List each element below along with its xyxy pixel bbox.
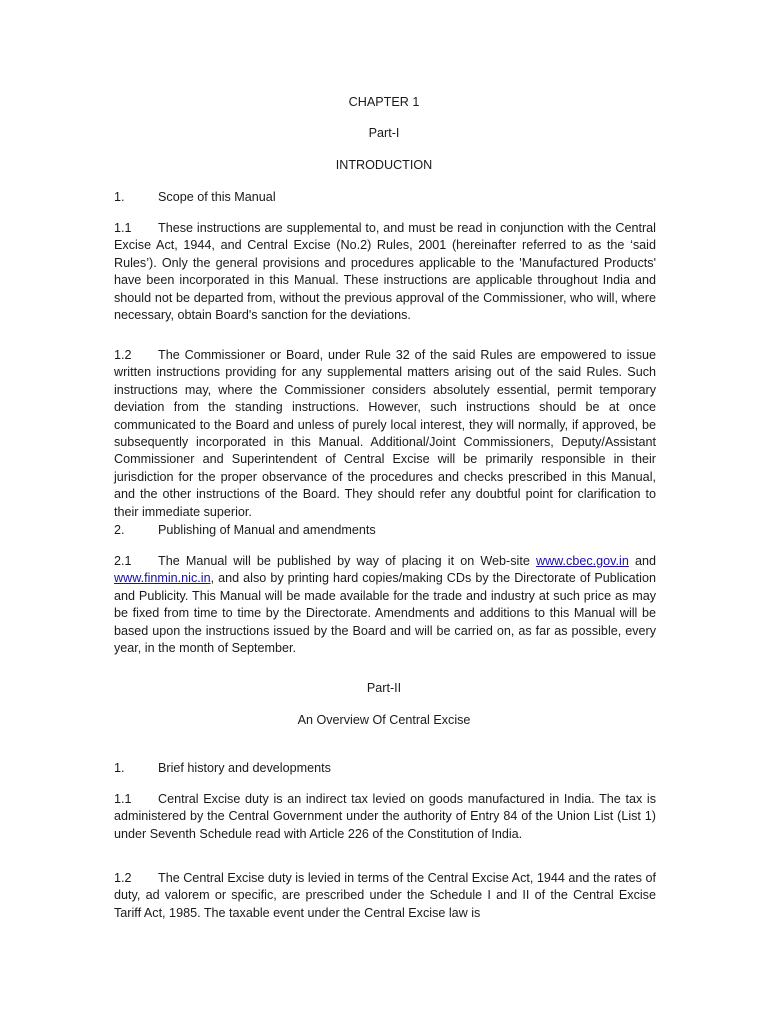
paragraph-text: The Commissioner or Board, under Rule 32 of the said Rules are empowered to issue written instructions providing for any supplemental matters arising out of the said Rules. Such instructions may, where the Commissioner considers absolutely essential, permit temporary deviation from the standing instructions. However, such instructions should be at once communicated to the Board and unless of purely local interest, they will normally, if approved, be subsequently incorporated in this Manual. Additional/Joint Commissioners, Deputy/Assistant Commissioner and Superintendent of Central Excise will be primarily responsible in their jurisdiction for the proper observance of the procedures and checks prescribed in this Manual, and the other instructions of the Board. They should refer any doubtful point for clarification to their immediate superior. <box>114 348 656 519</box>
paragraph-number: 1.2 <box>114 348 132 362</box>
paragraph-number: 1.2 <box>114 871 132 885</box>
paragraph-history-1-1 <box>114 791 656 843</box>
section-title: Publishing of Manual and amendments <box>158 523 376 537</box>
paragraph-text: These instructions are supplemental to, and must be read in conjunction with the Central Excise Act, 1944, and Central Excise (No.2) Rules, 2001 (hereinafter referred to as the ‘said Rules’). Only the general provisions and procedures applicable to the 'Manufactured Products' have been incorporated in this Manual. These instructions are applicable throughout India and should not be departed from, without the previous approval of the Commissioner, who will, where necessary, obtain Board's sanction for the deviations. <box>114 221 656 323</box>
paragraph-text: The Central Excise duty is levied in terms of the Central Excise Act, 1944 and the rates of duty, ad valorem or specific, are prescribed under the Schedule I and II of the Central Excise Tariff Act, 1985. The taxable event under the Central Excise law is <box>114 871 656 920</box>
part-two-title: Part-II <box>366 681 402 695</box>
chapter-title: CHAPTER 1 <box>348 95 420 109</box>
section-number: 1. <box>114 761 125 775</box>
paragraph-1-2 <box>114 347 656 521</box>
cbec-website-link[interactable]: www.cbec.gov.in <box>535 554 629 568</box>
finmin-website-link[interactable]: www.finmin.nic.in <box>114 571 211 586</box>
paragraph-text: Central Excise duty is an indirect tax levied on goods manufactured in India. The tax is administered by the Central Government under the authority of Entry 84 of the Union List (List 1) under Seventh Schedule read with Article 226 of the Constitution of India. <box>114 792 656 841</box>
section-heading-history <box>114 760 331 776</box>
paragraph-text-b: and <box>628 554 656 568</box>
section-heading-publishing <box>114 522 376 538</box>
section-number: 2. <box>114 523 125 537</box>
paragraph-number: 1.1 <box>114 792 132 806</box>
section-heading-scope <box>114 189 276 205</box>
paragraph-history-1-2 <box>114 870 656 922</box>
introduction-title: INTRODUCTION <box>335 158 433 172</box>
paragraph-number: 1.1 <box>114 221 132 235</box>
section-number: 1. <box>114 190 125 204</box>
section-title: Scope of this Manual <box>158 190 276 204</box>
paragraph-number: 2.1 <box>114 554 132 568</box>
paragraph-text-c: , and also by printing hard copies/making CDs by the Directorate of Publication and Publicity. This Manual will be made available for the trade and industry at such price as may be fixed from time to time by the Directorate. Amendments and additions to this Manual will be based upon the instructions issued by the Board and will be carried on, as far as possible, every year, in the month of September. <box>114 571 656 656</box>
overview-title: An Overview Of Central Excise <box>297 713 471 727</box>
paragraph-text-a: The Manual will be published by way of placing it on Web-site <box>158 554 536 568</box>
section-title: Brief history and developments <box>158 761 331 775</box>
part-one-title: Part-I <box>368 126 400 140</box>
paragraph-2-1 <box>114 553 656 657</box>
paragraph-1-1 <box>114 220 656 324</box>
